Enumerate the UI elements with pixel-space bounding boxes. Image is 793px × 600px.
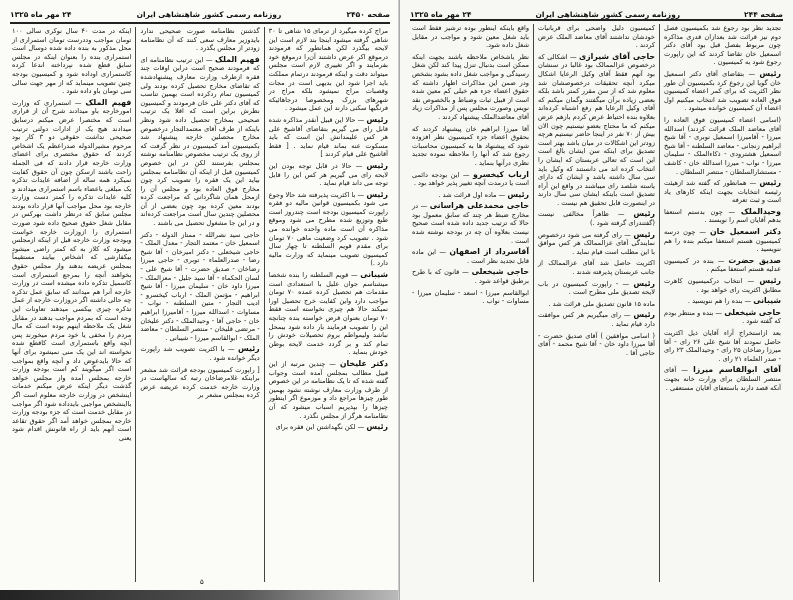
paragraph-text: اشکالی که درخصوص عزالممالک بود غالبا در سنشان بود آنهم فقط آقای وکیل الرعایا اشکال میکرد آنچه تحقیقات درخصوصشان شد معلوم شد که از سن مقرر کمتر باشد بلکه بعضی زیاده برآن میگفتند وگمان میکنم که آقای وکیل الرعایا هم رفع اشتباه کرده‌اند بعلاوه بنده احتیاط عرض کردم بازهم عرض میکنم که ما محتاج بعضو نیستیم چون الان بیش از ۷۰ نفر در اینجا حاضر نیستیم هرچه زودتر این اشکالات در میان باشد بهتر است تصدیق برای اینکه سن ایشان بالغ است این است که تعالی عربستان که ایشان را انتخاب کرده اند می دانستند که وکیل باید سی سال داشته باشد و ایشان که دارای یاسته شلصد رای میباشند در واقع این آراء تصدیق است باینکه ایشان سی سال دارند در اینصورت قابل تحقیق هم نیست . <box>538 52 655 207</box>
newspaper-title: روزنامه رسمی کشور شاهنشاهی ایران <box>136 9 282 19</box>
speaker-name: حاجی شیخعلی <box>471 267 529 277</box>
paragraph-text: بنده در کمیسیون عدلیه هستم استعفا میکنم . <box>664 256 781 274</box>
paragraph-text: این ماده قابل تجدید نظر است . <box>412 248 529 265</box>
paragraph: رئیس — - راپورت کمیسیون در باب لایحه تصدیق ملی مطرح است . <box>538 278 655 297</box>
text-column <box>8 27 135 582</box>
speaker-name: رئیس <box>507 189 529 199</box>
paragraph-text: انتخاب درکمیسیون کاهرت مطابق اکثریت رای خواهد بود . <box>664 277 781 294</box>
paragraph <box>664 24 781 67</box>
paragraph <box>412 125 529 168</box>
speaker-name: رئیس <box>366 189 388 199</box>
speaker-name: رئیس <box>759 276 781 286</box>
paragraph-text: حاجی سید نصرالله - ممتاز الدوله - دکتر اسمعیل خان - معتمد التجار - معدل الملک - حاجی شیخعلی - دکتر امیرخان - آقا شیخ رضا - صدرالعلماء - توبری - حاجی میرزا رضاخان - صدیق حضرت - آقا شیخ علی - لسان الحکماء - آقا سید جلیل - معزالملک - میرزا داود خان - سلیمان میرزا - آقا شیخ ابراهیم - مؤتمن الملک - ارباب کیخسرو - ادیب التجار - متین السلطنه - نواب - مساوات - اسدالله میرزا - آقامیرزا ابراهیم خان - حاجی آقا - وحیدالملک - دکتر علیخان - مرتضی قلیخان - منتصر السلطان - معاضد الملک - ابوالقاسم میرزا - شیبانی . <box>140 230 260 342</box>
paragraph: رئیس — ظاهراً مخالفی نیست (گفتندرای گرفته شود .) <box>538 209 655 228</box>
paragraph <box>538 24 655 50</box>
paragraph-text: بنده را هم ننویسید . <box>687 297 743 306</box>
paragraph <box>269 27 388 113</box>
paragraph-text: چون بدستم استعفا بدهم آقایان اسم را نویسند . <box>664 207 781 225</box>
speaker-name: آقای ابوالقاسم میرزا <box>693 365 781 375</box>
paragraph: رئیس — بتقاضای آقای دکتر اسمعیل خان گویا این رجوع کرد بکمیسیون آن طور نظر اکثریت که برای کمر اعضاء کمیسیون فوق العاده تصویب شد انتخاب میکنیم اول اعضاء آن کمیسیون خوانده میشود . <box>664 68 781 113</box>
paragraph-text: این بودجه دائمی است یا درمدت آنچه تغییر پذیر خواهد بود . <box>412 170 529 188</box>
text-column <box>264 27 392 582</box>
paragraph <box>538 332 655 358</box>
text-column <box>533 24 659 582</box>
paragraph: رئیس — با اکثریت تصویب شد راپورت دیگر خوانده شود . <box>140 344 260 362</box>
paragraph-text: اکثریت حاصل شد آقای عزالممالک از جانب عربستان پذیرفته شدند . <box>538 259 655 277</box>
paragraph <box>664 116 781 176</box>
paragraph: رئیس — رای میگیریم هر کس موافقت دارد قیام نماید . <box>538 310 655 328</box>
speaker-name: رئیس <box>633 310 655 320</box>
page-mark: ۵ <box>200 578 204 586</box>
paragraph <box>12 27 131 96</box>
paragraph-text: تجدید نظر بود رجوع شد بکمیسیون فصل دوم نیز قرائت شد بعدازان قدری مذاکره چون مربوط بفصل قبل بود آقای دکتر اسمعیل خان تقاضا کردند که این راپورت رجوع شود به کمیسیون . <box>664 24 781 67</box>
speaker-name: شیبانی <box>360 270 388 280</box>
text-column <box>408 24 533 582</box>
speaker-name: رئیس <box>366 422 388 432</box>
paragraph <box>538 300 655 309</box>
paragraph: صدیق حضرت — بنده در کمیسیون عدلیه هستم استعفا میکنم . <box>664 255 781 274</box>
speaker-name: رئیس <box>366 160 388 170</box>
paragraph: رئیس — با اکثریت پذیرفته شد حالا وجوع می شود بکمیسیون قوانین مالیه دو فقره راپورت کمیسیون بودجه است چندروز است طبع وتوزیع شده مطرح می شود وموقع مذاکره آن است ماده واحده خوانده می شود . تصویب کرد وضعیت ماهی ۷۰ تومان برای مقدم قویم السلطنه تا چهار سال کمیسیون تصویب مینماید که وزارت مالیه دارد .) <box>268 189 388 268</box>
paragraph: فهیم الملک — این ترتیب نظامنامه ای که فرمودند صحیح است درابن اوقات چند فقره ازطرف وزارت معارف پیشنهادشده که تقاضای مخارج تحصیل کرده بودند ولی کمیسیون تمام ردکرده است بهمین تناسب که آقای دکتر علی خان فرمودند و کمیسیون نظرش براین است که اقلا یک ترتیب صحیحی بمخارج تحصیل داده شود ونظر باینکه از طرف آقای معتمدالتجار درخصوص مخارج محصلین خارجه پیشنهاد شد بکمیسیون آمد کمیسیون در نظر گرفت که از روی یک ترتیب مخصوص نظامنامه نوشته بمجلس بفرستند لکن در این خصوص کمیسیون قبل از اینکه آن نظامنامه بمجلس بیاید این یک فقره را تصویب کرد چون مخارج فوق العاده بود و مجلس آن را ازمحل همان شاگردانی که مراجعت کرده بودند معین کرده بود چون بعضی از آن محصلین چندین سال است مراجعت کرده‌اند و در این جا مشغول تحصیل می باشند . <box>140 54 260 228</box>
paragraph-text: با اکثریت پذیرفته شد حالا وجوع می شود بکمیسیون قوانین مالیه دو فقره راپورت کمیسیون بودجه است چندروز است طبع وتوزیع شده مطرح می شود وموقع مذاکره آن است ماده واحده خوانده می شود . تصویب کرد وضعیت ماهی ۷۰ تومان برای مقدم قویم السلطنه تا چهار سال کمیسیون تصویب مینماید که وزارت مالیه دارد .) <box>268 190 388 268</box>
paragraph-text: اینکه در مدت ۴۰ سال نوکری سالی ۱۰۰ تومان مواجب وددرست تومان استمراری از محل مذکور به بنده داده شده دوسال است استمراری بنده را بعنوان اینکه در مجلس سابق قطع شده نپرداخته اندعا کرده کاستمراری اوداده شود و کمیسیون بودجه چنین تصویب مینماید که از مهر جهت سالی سی تومان باو داده شود . <box>12 27 132 96</box>
speaker-name: حاجی شیخعلی <box>724 307 781 317</box>
paragraph: رئیس — همانطور که گفته شد ازهیئت رئیسه انتخابات بجهت اینکه کارهای یاد است و ثبت تعرفه <box>664 178 781 205</box>
paragraph <box>412 24 529 50</box>
paragraph-text: قانون که با طرح برطبق قواعد شود . <box>412 268 529 286</box>
paragraph-text: ظاهراً مخالفی نیست (گفتندرای گرفته شود .) <box>538 210 655 228</box>
paragraph: رئیس — ماده اول قرائت شد . <box>438 189 529 199</box>
paragraph <box>140 231 259 343</box>
paragraph-text: لکن نگهداشتن این فقره برای <box>275 423 356 432</box>
paragraph: دکتر علیخان — چندین مرتبه از این قبیل مطالب بمجلس آمده است وجواب گفته شده که تا یک نظامنامه در این خصوص از طرف وزارت معارف نوشته نشود بهمین طور چیزها مراجع داد و موزموع اگر اینطور چیزها را بپذیریم اسباب میشود که آن نظامنامه هرگز از مجلس نگذرد . <box>268 358 388 420</box>
newspaper-title: روزنامه رسمی کشور شاهنشاهی ایران <box>535 9 681 19</box>
speaker-name: حاجی آقای شیرازی <box>579 51 655 61</box>
paragraph: رئیس — انتخاب درکمیسیون کاهرت مطابق اکثریت رای خواهد بود . <box>664 276 781 294</box>
speaker-name: شیبانی <box>753 296 781 306</box>
paragraph: حاجی شیخعلی — بنده و منتظر بودم که گفته شود . <box>664 307 781 326</box>
paragraph-text: ماده ۱۵ قانون تصدیق ملی قرائت شد . <box>548 299 655 308</box>
paragraph-text: بتقاضای آقای دکتر اسمعیل خان گویا این رجوع کرد بکمیسیون آن طور نظر اکثریت که برای کمر اعضاء کمیسیون فوق العاده تصویب شد انتخاب میکنیم اول اعضاء آن کمیسیون خوانده میشود . <box>664 69 781 113</box>
paragraph <box>140 27 259 53</box>
paragraph-text: رای گرفته می شود درخصوص نمایندگی آقای عزالممالک هر کس موافق با این مطلب است قیام نماید . <box>538 230 655 256</box>
paragraph: حاجی آقای شیرازی — اشکالی که درخصوص عزالممالک بود غالبا در سنشان بود آنهم فقط آقای وکیل الرعایا اشکال میکرد آنچه تحقیقات درخصوصشان شد معلوم شد که از سن مقرر کمتر باشد بلکه بعضی زیاده برآن میگفتند وگمان میکنم که آقای وکیل الرعایا هم رفع اشتباه کرده‌اند بعلاوه بنده احتیاط عرض کردم بازهم عرض میکنم که ما محتاج بعضو نیستیم چون الان بیش از ۷۰ نفر در اینجا حاضر نیستیم هرچه زودتر این اشکالات در میان باشد بهتر است تصدیق برای اینکه سن ایشان بالغ است این است که تعالی عربستان که ایشان را انتخاب کرده اند می دانستند که وکیل باید سی سال داشته باشد و ایشان که دارای یاسته شلصد رای میباشند در واقع این آراء تصدیق است باینکه ایشان سی سال دارند در اینصورت قابل تحقیق هم نیست . <box>538 51 655 207</box>
paragraph-text: ابوالقاسم میرزا - اسعد - سلیمان میرزا - مساوات - نواب . <box>412 288 529 306</box>
paragraph <box>664 329 781 363</box>
paragraph: حاجی محمدعلی هراسانی — در مخارج ضبط هر چند که سابق معمول بود حالا که ترتیب جدید داده شده است صحیح نیست بعلاوه آن چه در بودجه نوشته شده است . <box>412 201 529 245</box>
paragraph-text: (اسامی اعضاء کمیسیون فوق العاده را آقای معاضد الملک قرائت کردند) اسدالله میرزا - آقامیرزا اسمعیل نوبری - آقا شیخ ابراهیم زنجانی - معاضد السلطنه - آقا شیخ اسمعیل هشترودی - ذکاءالملک - سلیمان میرزا - نواب - میرزا اسدالله خان - کاشف - مستشارالسلطان - منتصر السلطان . <box>664 115 781 176</box>
speaker-name: وحیدالملک <box>740 206 781 216</box>
speaker-name: دکتر علیخان <box>339 358 388 368</box>
paragraph-text: قویم السلطنه را بنده شخصا میشناسم جوان علیل با استعدادی است مقدمات هم تحصیل کرده عمده ۷۰ تومان مواجب دارد واین کفایت خرج تحصیل اورا نمیکند حالا هم چیزی نخواسته است فقط ۷۰ تومان بعنوان قرض خواسته بنده چنانچه این را تصویب فرمایند بار داده شود بیمحل نباشد ولیمواطم بروم تحصیلات خودش را تمام کند و بر گردد خدمت لایحه بوطن خودش بنماید . <box>268 271 388 357</box>
paragraph: رئیس — لکن نگهداشتن این فقره برای <box>275 422 388 432</box>
paragraph-text: این ترتیب نظامنامه ای که فرمودند صحیح است درابن اوقات چند فقره ازطرف وزارت معارف پیشنهادشده که تقاضای مخارج تحصیل کرده بودند ولی کمیسیون تمام ردکرده است بهمین تناسب که آقای دکتر علی خان فرمودند و کمیسیون نظرش براین است که اقلا یک ترتیب صحیحی بمخارج تحصیل داده شود ونظر باینکه از طرف آقای معتمدالتجار درخصوص مخارج محصلین خارجه پیشنهاد شد بکمیسیون آمد کمیسیون در نظر گرفت که از روی یک ترتیب مخصوص نظامنامه نوشته بمجلس بفرستند لکن در این خصوص کمیسیون قبل از اینکه آن نظامنامه بمجلس بیاید این یک فقره را تصویب کرد چون مخارج فوق العاده بود و مجلس آن را ازمحل همان شاگردانی که مراجعت کرده بودند معین کرده بود چون بعضی از آن محصلین چندین سال است مراجعت کرده‌اند و در این جا مشغول تحصیل می باشند . <box>140 55 260 228</box>
paragraph: رئیس — حالا در قابل توجه بودن این لایحه رای می گیریم هر کس این را قابل توجه می داند قیام نماید . <box>268 160 388 188</box>
page-header <box>10 8 390 20</box>
speaker-name: آقاسرداد از اصفهان <box>449 247 530 257</box>
scan-edge <box>0 590 400 600</box>
speaker-name: رئیس <box>633 209 655 219</box>
paragraph-text: حالا این قبیل آنقدر مذاکره شده قابل رای می گیریم بتقاضای آقاشیخ علی هر کس علیمدانش این است که باید مسکوت عنه بماند قیام نماید . [ فقط آقاشیخ علی قیام کردند ] <box>268 115 388 159</box>
speaker-name: رئیس <box>633 229 655 239</box>
paragraph: وحیدالملک — چون بدستم استعفا بدهم آقایان اسم را نویسند . <box>664 206 781 225</box>
paragraph-text: گذشتن نظامنامه صورت صحیحی ندارد بایدوزیر معارف سعی کنند که آن نظامنامه زودتر از مجلس بگذرد . <box>140 27 260 53</box>
speaker-name: ارباب کیخسرو <box>473 169 529 179</box>
speaker-name: رئیس <box>759 68 781 78</box>
paragraph-text: آقای منتصر السلطان برای وزارت خانه بجهت آنکه قصد دارند باستعفای آقایان مستعفی . <box>664 366 781 392</box>
paragraph-text: چون درسه کمیسیون هستم استعفا میکنم بنده را هم ننویسید . <box>664 228 781 254</box>
paragraph-text: کمیسیون دلیل واضحی برای قربانیات خودشان نداشتند آقای معاضد الملک عرض کردند . <box>538 24 655 50</box>
text-column <box>135 27 263 582</box>
paragraph-text: رای میگیریم هر کس موافقت دارد قیام نماید . <box>538 311 655 328</box>
paragraph-text: ماده اول قرائت شد . <box>438 190 497 199</box>
page-number: صفحه ۲۴۵۰ <box>346 9 390 19</box>
columns <box>8 27 392 582</box>
paragraph: شیبانی — بنده را هم ننویسید . <box>687 296 781 306</box>
speaker-name: دکتر اسمعیل خان <box>709 227 781 237</box>
issue-date: ۲۴ مهر ماه ۱۳۲۵ <box>410 9 472 19</box>
page-number: صفحه ۲۴۴ <box>744 9 783 19</box>
paragraph-text: بعد ازاستخراج آراء آقایان ذیل اکثریت حاصل نمودند آقا شیخ علی ۲۶ رای - آقا میرزا رضاخان ۲۵ رای - وحیدالملک ۲۳ رای - صدر العلماء ۲۱ رای . <box>664 329 782 363</box>
paragraph: آقای ابوالقاسم میرزا — آقای منتصر السلطان برای وزارت خانه بجهت آنکه قصد دارند باستعفای آقایان مستعفی . <box>664 365 781 392</box>
paragraph: حاجی شیخعلی — قانون که با طرح برطبق قواعد شود . <box>412 267 529 286</box>
paragraph-text: همانطور که گفته شد ازهیئت رئیسه انتخابات بجهت اینکه کارهای یاد است و ثبت تعرفه <box>664 179 781 205</box>
speaker-name: فهیم الملک <box>214 54 260 64</box>
paragraph-text: استمراری که وزارت امورخارجه باو میدادند شرح آن از قراری است که مختصرا عرض میکنم درسابق میدادند هیچ یک از ادارات دولتی ترتیب صحیحی نداشت حقوقی دو ۳ کار بود مرحوم مشیرالدوله صدراعظم یک اشخاص کردند که حقوق مختصری برای اعضای وزارت خارجه قرار دادند که فی الجمله راحت باشند ازسکن چون آن حقوق کفایت نمیکرد همه ساله از اضافه عایدات تذکره یک مبلغی باعضاء باسم استمراری میدادند و کلیه عایدات تذکره را کمتر دست وزارت خارجه بود محل مواجب آنها قرار داده بودند مجلس سابق که درنظر داشت بهرکس در مقابل شغل حقوق صحیح داده شود صورت استمراری را ازوزارت خارجه خواست وبودجه وزارت خارجه قبل از اینکه ازمجلس میشود که کلاز به که کمتر راضی میشود بیکفارشی که اشخاص بیایند مستقیماً بمجلس عریضه بدهند واز مجلس حقوق بخواهند آنچه را بمرجع استمراری است کاسمیل تذکره داده میشده است در وزارت خارجه آنرا هم میدانند که سابق عمل تذکره چه حالی داشته اگر دروزارت خارجه از عمل تذکره چیزی بیکسی میدهند تعاونات این وجه است که بمردم مواجب بدهند در مقابل شغل یک ملاحظه اینهم بوده است که مال مردم را مخفی یا خود مردم میخورند پس آنچه واقع باستمراری است کاقطع شده نخواسته اند این یک منی نمیشود برای آنها که حالا بایدعوض داد و آنچه واقع بمواجب است اگر میگویند کم است بودجه وزارت خارجه بمجلس آمده واز مجلس خواهد گذشت دیگر اینکه عرض میکنم خدمات اینشخص در وزارت خارجه معلوم است اگر بااینشخص مواجبی بایدداده شود اگر مواجب در مقابل خدمت است که جزء بودجه وزارت خارجه بمجلس خواهد آمد اگر حقوق تقاعد است آنهم باید از راه قانونش اقدام شود یعنی <box>12 98 132 442</box>
paragraph-text: - راپورت کمیسیون در باب لایحه تصدیق ملی مطرح است . <box>538 279 655 297</box>
paragraph <box>140 366 259 400</box>
speaker-name: حاجی محمدعلی هراسانی <box>429 201 529 211</box>
paragraph: شیبانی — قویم السلطنه را بنده شخصا میشناسم جوان علیل با استعدادی است مقدمات هم تحصیل کرده عمده ۷۰ تومان مواجب دارد واین کفایت خرج تحصیل اورا نمیکند حالا هم چیزی نخواسته است فقط ۷۰ تومان بعنوان قرض خواسته بنده چنانچه این را تصویب فرمایند بار داده شود بیمحل نباشد ولیمواطم بروم تحصیلات خودش را تمام کند و بر گردد خدمت لایحه بوطن خودش بنماید . <box>268 270 388 357</box>
paragraph-text: در مخارج ضبط هر چند که سابق معمول بود حالا که ترتیب جدید داده شده است صحیح نیست بعلاوه آن چه در بودجه نوشته شده است . <box>412 202 529 245</box>
paragraph: آقاسرداد از اصفهان — این ماده قابل تجدید نظر است . <box>412 247 530 265</box>
paragraph-text: [ راپورت کمیسیون بودجه قرائت شد مشعر براینکه غلامرضاخان رتبه که سالهاست در وزارت خارجه خدمت کرده عریضه عرض کرده بمجلس مشعر بر <box>140 365 260 400</box>
header-rule <box>410 19 783 21</box>
paragraph: رئیس — حالا این قبیل آنقدر مذاکره شده قابل رای می گیریم بتقاضای آقاشیخ علی هر کس علیمدانش این است که باید مسکوت عنه بماند قیام نماید . [ فقط آقاشیخ علی قیام کردند ] <box>268 114 388 159</box>
paragraph-text: با اکثریت تصویب شد راپورت دیگر خوانده شود . <box>140 345 260 362</box>
columns <box>408 24 785 582</box>
paragraph: ارباب کیخسرو — این بودجه دائمی است یا درمدت آنچه تغییر پذیر خواهد بود . <box>412 169 529 188</box>
paragraph-text: آقا میرزا ابراهیم خان پیشنهاد کردند که بحقوق اعضاء جزء کمیسیون نظر افزوده شود که پیشنهاد ها به کمیسیون محاسبات رجوع شد که آنها را ملاحظه نموده تجدید نظری درآنها بنماید . <box>412 124 529 167</box>
header-rule <box>10 22 390 24</box>
speaker-name: رئیس <box>366 114 388 124</box>
speaker-name: فهیم الملک <box>85 97 132 107</box>
paragraph: رئیس — رای گرفته می شود درخصوص نمایندگی آقای عزالممالک هر کس موافق با این مطلب است قیام نماید . <box>538 229 655 256</box>
paragraph-text: بنده و منتظر بودم که گفته شود . <box>664 308 781 326</box>
paragraph-text: مراج کرده میگیرد از ترمای ۱۵ شاهی تا ۳۰ شاهی گرفته میشود اینجا بند لازم است این لایحه بیگذرد لکن همانطور که فرمودند درموقع اکر عرض داشتند آن‌را درموقع خود بفرمایند و اگر تغییری لازم است مجلس میتواند دقت و اینکه فرمودند درتمام مملکت باید اجرا شود این بدیهی است در مجات وقصبات مراج نمیشود بلکه مراج در شهرهای بزرک ومخصوصا درجاهائیکه فرنگیها سکنی دارند این عمل میشود . <box>268 27 389 113</box>
paragraph-text: حالا در قابل توجه بودن این لایحه رای می گیریم هر کس این را قابل توجه می داند قیام نماید . <box>268 161 388 188</box>
paragraph: دکتر اسمعیل خان — چون درسه کمیسیون هستم استعفا میکنم بنده را هم ننویسید . <box>664 227 781 254</box>
paragraph <box>412 289 529 306</box>
paragraph: فهیم الملک — استمراری که وزارت امورخارجه باو میدادند شرح آن از قراری است که مختصرا عرض میکنم درسابق میدادند هیچ یک از ادارات دولتی ترتیب صحیحی نداشت حقوقی دو ۳ کار بود مرحوم مشیرالدوله صدراعظم یک اشخاص کردند که حقوق مختصری برای اعضای وزارت خارجه قرار دادند که فی الجمله راحت باشند ازسکن چون آن حقوق کفایت نمیکرد همه ساله از اضافه عایدات تذکره یک مبلغی باعضاء باسم استمراری میدادند و کلیه عایدات تذکره را کمتر دست وزارت خارجه بود محل مواجب آنها قرار داده بودند مجلس سابق که درنظر داشت بهرکس در مقابل شغل حقوق صحیح داده شود صورت استمراری را ازوزارت خارجه خواست وبودجه وزارت خارجه قبل از اینکه ازمجلس میشود که کلاز به که کمتر راضی میشود بیکفارشی که اشخاص بیایند مستقیماً بمجلس عریضه بدهند واز مجلس حقوق بخواهند آنچه را بمرجع استمراری است کاسمیل تذکره داده میشده است در وزارت خارجه آنرا هم میدانند که سابق عمل تذکره چه حالی داشته اگر دروزارت خارجه از عمل تذکره چیزی بیکسی میدهند تعاونات این وجه است که بمردم مواجب بدهند در مقابل شغل یک ملاحظه اینهم بوده است که مال مردم را مخفی یا خود مردم میخورند پس آنچه واقع باستمراری است کاقطع شده نخواسته اند این یک منی نمیشود برای آنها که حالا بایدعوض داد و آنچه واقع بمواجب است اگر میگویند کم است بودجه وزارت خارجه بمجلس آمده واز مجلس خواهد گذشت دیگر اینکه عرض میکنم خدمات اینشخص در وزارت خارجه معلوم است اگر بااینشخص مواجبی بایدداده شود اگر مواجب در مقابل خدمت است که جزء بودجه وزارت خارجه بمجلس خواهد آمد اگر حقوق تقاعد است آنهم باید از راه قانونش اقدام شود یعنی <box>12 97 132 442</box>
text-column <box>659 24 785 582</box>
speaker-name: رئیس <box>238 344 260 354</box>
paragraph-text: واقع باینکه اینطور بوده ترشیز فقط است باید شغل معین شود و مواجب در مقابل شغل داده شود. <box>412 24 529 50</box>
paragraph <box>538 259 655 276</box>
issue-date: ۲۴ مهر ماه ۱۳۲۵ <box>10 9 72 19</box>
paragraph-text: ( اسامی موافقین ) آقای صدیق حضرت - آقا میرزا داود خان - آقا شیخ محمد - آقای حاجی آقا . <box>538 331 655 357</box>
speaker-name: رئیس <box>759 178 781 188</box>
paragraph-text: چندین مرتبه از این قبیل مطالب بمجلس آمده است وجواب گفته شده که تا یک نظامنامه در این خصوص از طرف وزارت معارف نوشته نشود بهمین طور چیزها مراجع داد و موزموع اگر اینطور چیزها را بپذیریم اسباب میشود که آن نظامنامه هرگز از مجلس نگذرد . <box>268 359 388 420</box>
speaker-name: صدیق حضرت <box>728 255 781 265</box>
paragraph-text: نظر باشخاص ملاحظه باشند بجهت اینکه ممکن است بدنبال تنزل پیدا کند لکن شغل رسیدگی و مواجب شغل داده بشود بشخص ودر ضمن این مذاکرات اظهار داشته که حقوق اعضاء جزء هم خیلی کم معین شده است از قبیل ثبات وضباط و بالخصوص نقد نویس وصورت مجلس پس از مذاکرات زیاد آقای معاضدالملک پیشنهاد کردند . <box>412 52 529 121</box>
speaker-name: رئیس <box>633 278 655 288</box>
newspaper-page-right <box>400 0 793 600</box>
paragraph <box>412 53 529 122</box>
